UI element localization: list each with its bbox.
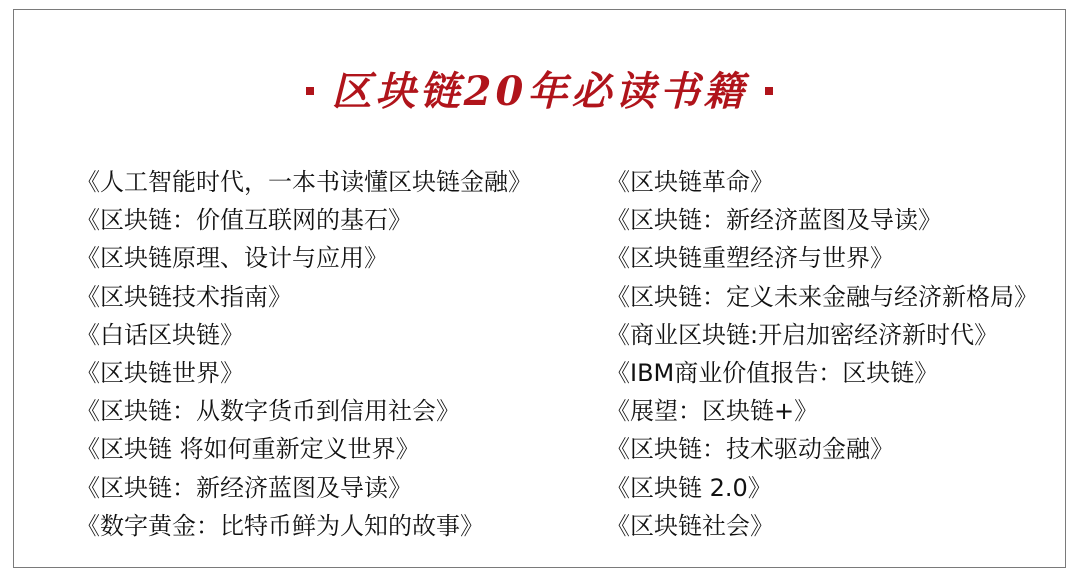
book-item: 《区块链：新经济蓝图及导读》 [606, 206, 942, 235]
book-list-right [606, 163, 1038, 545]
card-frame [13, 9, 1066, 568]
book-item: 《区块链：定义未来金融与经济新格局》 [606, 282, 1038, 311]
book-item: 《IBM商业价值报告：区块链》 [606, 358, 939, 387]
book-item: 《白话区块链》 [76, 320, 244, 349]
book-item: 《人工智能时代，一本书读懂区块链金融》 [76, 168, 532, 196]
book-item: 《区块链：价值互联网的基石》 [76, 206, 412, 235]
book-item: 《展望：区块链+》 [606, 397, 819, 426]
book-item: 《区块链 2.0》 [606, 473, 772, 502]
book-item: 《区块链社会》 [606, 511, 774, 540]
book-item: 《区块链原理、设计与应用》 [76, 244, 388, 273]
title-bullet-left-icon [306, 87, 314, 95]
book-item: 《区块链技术指南》 [76, 282, 292, 311]
page-title-row [14, 64, 1065, 120]
book-list-left [76, 163, 532, 545]
book-item: 《区块链革命》 [606, 168, 774, 196]
book-item: 《区块链 将如何重新定义世界》 [76, 435, 420, 464]
page-title: 区块链20年必读书籍 [331, 68, 748, 115]
book-item: 《商业区块链:开启加密经济新时代》 [606, 320, 999, 349]
book-item: 《区块链：新经济蓝图及导读》 [76, 473, 412, 502]
book-item: 《区块链重塑经济与世界》 [606, 244, 894, 273]
book-item: 《区块链：技术驱动金融》 [606, 435, 894, 464]
title-bullet-right-icon [765, 87, 773, 95]
book-item: 《区块链：从数字货币到信用社会》 [76, 397, 460, 426]
book-item: 《区块链世界》 [76, 358, 244, 387]
book-item: 《数字黄金：比特币鲜为人知的故事》 [76, 511, 484, 540]
